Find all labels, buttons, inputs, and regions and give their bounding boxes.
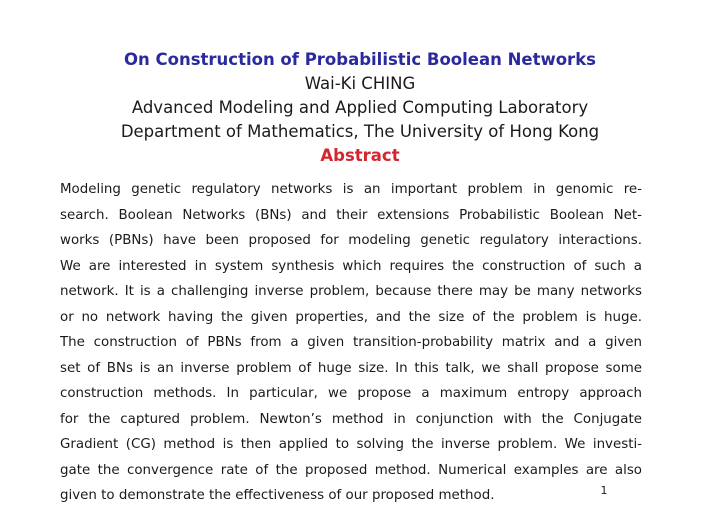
slide-header <box>0 48 720 168</box>
abstract-line: The construction of PBNs from a given transition-probability matrix and a given <box>60 335 642 350</box>
abstract-heading: Abstract <box>320 146 400 165</box>
abstract-line: works (PBNs) have been proposed for modeling genetic regulatory interactions. <box>60 233 642 248</box>
page-number: 1 <box>600 484 608 497</box>
slide-title: On Construction of Probabilistic Boolean Networks <box>123 50 596 69</box>
abstract-line: for the captured problem. Newton’s method in conjunction with the Conjugate <box>60 411 642 427</box>
abstract-line: network. It is a challenging inverse problem, because there may be many networks <box>60 284 642 299</box>
abstract-line: Gradient (CG) method is then applied to solving the inverse problem. We investi- <box>60 437 642 452</box>
affiliation-lab: Advanced Modeling and Applied Computing Laboratory <box>131 98 589 117</box>
abstract-line: We are interested in system synthesis which requires the construction of such a <box>60 258 642 274</box>
abstract-line: gate the convergence rate of the proposed method. Numerical examples are also <box>60 462 642 478</box>
abstract-line: construction methods. In particular, we propose a maximum entropy approach <box>60 386 642 401</box>
abstract-body <box>60 177 642 509</box>
abstract-line: or no network having the given properties, and the size of the problem is huge. <box>60 309 642 325</box>
abstract-line: given to demonstrate the effectiveness of our proposed method. <box>60 488 495 503</box>
author-name: Wai-Ki CHING <box>304 74 416 93</box>
affiliation-department: Department of Mathematics, The University of Hong Kong <box>120 122 600 141</box>
abstract-line: set of BNs is an inverse problem of huge size. In this talk, we shall propose some <box>60 360 642 376</box>
abstract-line: Modeling genetic regulatory networks is an important problem in genomic re- <box>60 182 642 197</box>
abstract-line: search. Boolean Networks (BNs) and their extensions Probabilistic Boolean Net- <box>60 207 642 223</box>
